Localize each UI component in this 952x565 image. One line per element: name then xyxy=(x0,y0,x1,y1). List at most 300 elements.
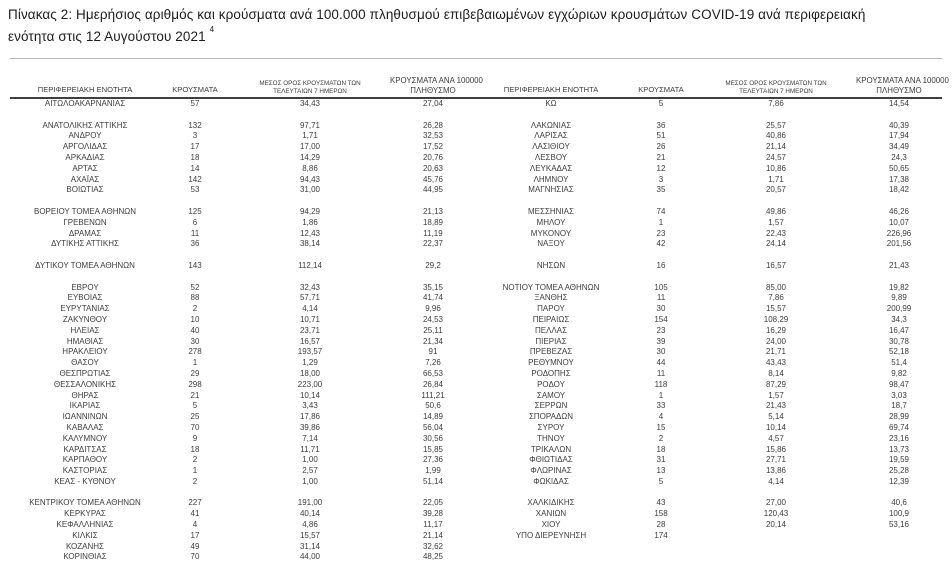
avg7-cell: 15,57 xyxy=(765,304,787,314)
avg7-cell: 1,86 xyxy=(302,217,318,227)
cases-cell: 11 xyxy=(656,293,666,303)
avg7-cell: 14,29 xyxy=(299,152,321,162)
avg7-cell: 15,57 xyxy=(299,530,321,540)
per100k-cell: 21,14 xyxy=(422,530,444,540)
table-row xyxy=(10,229,942,240)
per100k-cell: 98,47 xyxy=(888,379,910,389)
per100k-cell: 32,53 xyxy=(422,131,444,141)
per100k-cell: 14,89 xyxy=(422,412,444,422)
avg7-cell: 7,86 xyxy=(768,293,784,303)
per100k-cell: 14,54 xyxy=(888,99,910,108)
header-avg7-right xyxy=(696,59,856,99)
avg7-cell: 7,86 xyxy=(768,99,784,108)
cases-cell: 30 xyxy=(656,347,666,357)
per100k-cell: 44,95 xyxy=(422,185,444,195)
avg7-cell: 4,57 xyxy=(768,433,784,443)
header-avg7-left xyxy=(230,59,390,99)
table-row xyxy=(10,531,942,542)
cases-cell: 70 xyxy=(190,422,200,432)
cases-cell: 49 xyxy=(190,541,200,551)
region-cell: ΑΡΓΟΛΙΔΑΣ xyxy=(62,142,108,152)
region-cell: ΚΟΖΑΝΗΣ xyxy=(65,541,105,551)
per100k-cell: 1,99 xyxy=(425,466,441,476)
table-row xyxy=(10,358,942,369)
region-cell: ΦΩΚΙΔΑΣ xyxy=(533,476,569,486)
per100k-cell: 226,96 xyxy=(886,228,912,238)
per100k-cell: 200,99 xyxy=(886,304,912,314)
table-row xyxy=(10,261,942,272)
region-cell: ΛΗΜΝΟΥ xyxy=(533,174,569,184)
avg7-cell: 20,57 xyxy=(765,185,787,195)
region-cell: ΜΕΣΣΗΝΙΑΣ xyxy=(528,206,574,216)
region-cell: ΦΛΩΡΙΝΑΣ xyxy=(530,466,572,476)
cases-cell: 51 xyxy=(656,131,666,141)
per100k-cell xyxy=(856,531,942,542)
per100k-cell: 18,7 xyxy=(891,401,907,411)
cases-cell: 154 xyxy=(654,314,668,324)
cases-cell: 28 xyxy=(656,520,666,530)
avg7-cell: 32,43 xyxy=(299,282,321,292)
cases-cell: 12 xyxy=(656,163,666,173)
region-cell: ΑΝΑΤΟΛΙΚΗΣ ΑΤΤΙΚΗΣ xyxy=(42,120,128,130)
cases-cell: 5 xyxy=(658,99,664,108)
region-cell: ΔΥΤΙΚΟΥ ΤΟΜΕΑ ΑΘΗΝΩΝ xyxy=(35,260,135,270)
cases-cell: 11 xyxy=(190,228,200,238)
avg7-cell: 1,29 xyxy=(302,358,318,368)
avg7-cell: 10,86 xyxy=(765,163,787,173)
region-cell: ΧΙΟΥ xyxy=(541,520,561,530)
cases-cell: 10 xyxy=(190,314,200,324)
cases-cell: 43 xyxy=(656,498,666,508)
cases-cell: 5 xyxy=(192,401,198,411)
avg7-cell: 27,00 xyxy=(765,498,787,508)
avg7-cell: 21,43 xyxy=(765,401,787,411)
avg7-cell: 44,00 xyxy=(299,552,321,562)
covid-cases-table xyxy=(10,58,949,563)
cases-cell: 88 xyxy=(190,293,200,303)
cases-cell: 53 xyxy=(190,185,200,195)
table-row xyxy=(10,445,942,456)
per100k-cell: 21,34 xyxy=(422,336,444,346)
per100k-cell: 21,13 xyxy=(422,206,444,216)
cases-cell: 15 xyxy=(656,422,666,432)
header-region-right: ΠΕΡΙΦΕΡΕΙΑΚΗ ΕΝΟΤΗΤΑ xyxy=(476,59,626,99)
per100k-cell: 18,42 xyxy=(888,185,910,195)
cases-cell: 21 xyxy=(656,152,666,162)
cases-cell: 2 xyxy=(192,304,198,314)
cases-cell: 105 xyxy=(654,282,668,292)
table-row xyxy=(10,293,942,304)
table-row xyxy=(10,131,942,142)
table-row xyxy=(10,98,942,110)
cases-cell: 3 xyxy=(658,174,664,184)
cases-cell: 143 xyxy=(188,260,202,270)
per100k-cell: 10,07 xyxy=(888,217,910,227)
table-caption xyxy=(8,4,946,48)
region-cell: ΕΥΒΟΙΑΣ xyxy=(67,293,103,303)
header-cases-left: ΚΡΟΥΣΜΑΤΑ xyxy=(160,59,230,99)
region-cell: ΣΕΡΡΩΝ xyxy=(534,401,568,411)
avg7-cell: 8,86 xyxy=(302,163,318,173)
per100k-cell: 51,4 xyxy=(891,358,907,368)
region-cell: ΑΡΚΑΔΙΑΣ xyxy=(65,152,105,162)
avg7-cell: 15,86 xyxy=(765,444,787,454)
cases-cell: 142 xyxy=(188,174,202,184)
table-row xyxy=(10,337,942,348)
cases-cell: 6 xyxy=(192,217,198,227)
cases-cell: 29 xyxy=(190,368,200,378)
per100k-cell: 69,74 xyxy=(888,422,910,432)
avg7-cell: 4,86 xyxy=(302,520,318,530)
avg7-cell: 39,86 xyxy=(299,422,321,432)
region-cell: ΙΩΑΝΝΙΝΩΝ xyxy=(62,412,108,422)
per100k-cell: 50,6 xyxy=(425,401,441,411)
per100k-cell: 48,25 xyxy=(422,552,444,562)
cases-cell: 4 xyxy=(658,412,664,422)
avg7-cell: 21,71 xyxy=(765,347,787,357)
cases-cell: 13 xyxy=(656,466,666,476)
table-row xyxy=(10,434,942,445)
spacer-row xyxy=(10,250,942,261)
cases-cell xyxy=(626,552,696,563)
table-row xyxy=(10,520,942,531)
region-cell: ΚΕΡΚΥΡΑΣ xyxy=(64,509,106,519)
cases-cell: 2 xyxy=(658,433,664,443)
avg7-cell: 191,00 xyxy=(297,498,323,508)
per100k-cell: 53,16 xyxy=(888,520,910,530)
region-cell: ΥΠΟ ΔΙΕΡΕΥΝΗΣΗ xyxy=(515,530,587,540)
per100k-cell: 28,99 xyxy=(888,412,910,422)
header-avg7-right-line2: ΤΕΛΕΥΤΑΙΩΝ 7 ΗΜΕΡΩΝ xyxy=(739,87,813,95)
per100k-cell: 11,19 xyxy=(423,228,443,238)
region-cell: ΘΕΣΣΑΛΟΝΙΚΗΣ xyxy=(53,379,117,389)
per100k-cell: 27,36 xyxy=(422,455,444,465)
region-cell: ΚΑΡΠΑΘΟΥ xyxy=(62,455,108,465)
cases-cell: 26 xyxy=(656,142,666,152)
per100k-cell: 34,3 xyxy=(891,314,907,324)
cases-cell: 2 xyxy=(192,455,198,465)
cases-cell: 1 xyxy=(658,217,664,227)
region-cell: ΙΚΑΡΙΑΣ xyxy=(69,401,101,411)
avg7-cell: 40,86 xyxy=(765,131,787,141)
table-row xyxy=(10,455,942,466)
cases-cell: 42 xyxy=(656,239,666,249)
cases-cell: 118 xyxy=(654,379,668,389)
region-cell: ΜΗΛΟΥ xyxy=(536,217,566,227)
avg7-cell: 31,00 xyxy=(299,185,321,195)
avg7-cell: 18,00 xyxy=(299,368,321,378)
cases-cell: 16 xyxy=(656,260,666,270)
avg7-cell: 94,29 xyxy=(299,206,321,216)
region-cell: ΘΕΣΠΡΩΤΙΑΣ xyxy=(59,368,111,378)
per100k-cell: 30,56 xyxy=(422,433,444,443)
avg7-cell: 17,86 xyxy=(299,412,321,422)
cases-cell: 17 xyxy=(190,530,200,540)
header-avg7-left-line2: ΤΕΛΕΥΤΑΙΩΝ 7 ΗΜΕΡΩΝ xyxy=(273,87,347,95)
region-cell: ΣΠΟΡΑΔΩΝ xyxy=(528,412,574,422)
cases-cell: 41 xyxy=(190,509,200,519)
avg7-cell: 21,14 xyxy=(765,142,787,152)
per100k-cell: 40,39 xyxy=(888,120,910,130)
region-cell: ΡΕΘΥΜΝΟΥ xyxy=(528,358,574,368)
per100k-cell xyxy=(856,552,942,563)
cases-cell: 125 xyxy=(188,206,202,216)
region-cell: ΘΗΡΑΣ xyxy=(71,390,99,400)
per100k-cell: 91 xyxy=(428,347,438,357)
avg7-cell: 8,14 xyxy=(768,368,784,378)
per100k-cell: 15,85 xyxy=(422,444,444,454)
per100k-cell: 17,52 xyxy=(422,142,444,152)
avg7-cell: 10,14 xyxy=(299,390,321,400)
per100k-cell: 111,21 xyxy=(421,390,445,400)
avg7-cell: 10,71 xyxy=(299,314,321,324)
avg7-cell: 12,43 xyxy=(299,228,321,238)
header-row xyxy=(10,59,942,99)
table-row xyxy=(10,498,942,509)
cases-cell: 57 xyxy=(190,99,200,108)
region-cell: ΛΕΣΒΟΥ xyxy=(534,152,568,162)
cases-cell: 3 xyxy=(192,131,198,141)
per100k-cell: 22,05 xyxy=(422,498,444,508)
avg7-cell: 49,86 xyxy=(765,206,787,216)
region-cell: ΜΥΚΟΝΟΥ xyxy=(530,228,572,238)
region-cell: ΧΑΛΚΙΔΙΚΗΣ xyxy=(527,498,575,508)
per100k-cell: 41,74 xyxy=(422,293,444,303)
avg7-cell: 112,14 xyxy=(298,260,322,270)
cases-cell: 278 xyxy=(188,347,202,357)
avg7-cell: 43,43 xyxy=(765,358,787,368)
per100k-cell: 45,76 xyxy=(422,174,444,184)
region-cell: ΠΡΕΒΕΖΑΣ xyxy=(529,347,573,357)
table-row xyxy=(10,326,942,337)
avg7-cell: 31,14 xyxy=(299,541,321,551)
table-row xyxy=(10,423,942,434)
cases-cell: 1 xyxy=(658,390,664,400)
cases-cell xyxy=(626,542,696,553)
per100k-cell: 19,82 xyxy=(888,282,910,292)
region-cell: ΜΑΓΝΗΣΙΑΣ xyxy=(528,185,574,195)
region-cell: ΗΡΑΚΛΕΙΟΥ xyxy=(62,347,108,357)
region-cell: ΠΙΕΡΙΑΣ xyxy=(535,336,567,346)
table-row xyxy=(10,175,942,186)
per100k-cell: 22,37 xyxy=(422,239,444,249)
avg7-cell: 1,71 xyxy=(302,131,318,141)
avg7-cell: 85,00 xyxy=(765,282,787,292)
avg7-cell: 1,57 xyxy=(768,390,784,400)
region-cell: ΒΟΡΕΙΟΥ ΤΟΜΕΑ ΑΘΗΝΩΝ xyxy=(33,206,137,216)
caption-line2: ενότητα στις 12 Αυγούστου 2021 xyxy=(8,29,206,44)
caption-line1: Πίνακας 2: Ημερήσιος αριθμός και κρούσματα ανά 100.000 πληθυσμού επιβεβαιωμένων εγχώριων κρουσμάτων COVID-19 ανά περιφερειακή xyxy=(8,7,866,22)
header-region-left: ΠΕΡΙΦΕΡΕΙΑΚΗ ΕΝΟΤΗΤΑ xyxy=(10,59,160,99)
table-row xyxy=(10,142,942,153)
table-row xyxy=(10,552,942,563)
header-per100k-left-line1: ΚΡΟΥΣΜΑΤΑ ΑΝΑ 100000 xyxy=(390,76,483,86)
avg7-cell: 97,71 xyxy=(299,120,321,130)
region-cell: ΚΕΑΣ - ΚΥΘΝΟΥ xyxy=(54,476,116,486)
table-row xyxy=(10,466,942,477)
region-cell: ΛΑΚΩΝΙΑΣ xyxy=(530,120,572,130)
per100k-cell: 12,39 xyxy=(888,476,910,486)
spacer-row xyxy=(10,110,942,121)
per100k-cell: 201,56 xyxy=(886,239,912,249)
region-cell: ΠΕΛΛΑΣ xyxy=(534,325,568,335)
per100k-cell: 66,53 xyxy=(422,368,444,378)
avg7-cell: 25,57 xyxy=(765,120,787,130)
cases-cell: 5 xyxy=(658,476,664,486)
avg7-cell: 16,29 xyxy=(765,325,787,335)
region-cell: ΞΑΝΘΗΣ xyxy=(534,293,568,303)
table-row xyxy=(10,218,942,229)
region-cell: ΡΟΔΟΠΗΣ xyxy=(531,368,571,378)
cases-cell: 74 xyxy=(656,206,666,216)
region-cell: ΝΗΣΩΝ xyxy=(536,260,566,270)
region-cell: ΣΥΡΟΥ xyxy=(537,422,565,432)
avg7-cell: 1,57 xyxy=(768,217,784,227)
cases-cell: 70 xyxy=(190,552,200,562)
spacer-cell xyxy=(10,110,942,121)
region-cell: ΠΕΙΡΑΙΩΣ xyxy=(532,314,570,324)
cases-cell: 39 xyxy=(656,336,666,346)
per100k-cell: 46,26 xyxy=(888,206,910,216)
avg7-cell: 24,00 xyxy=(765,336,787,346)
region-cell: ΣΑΜΟΥ xyxy=(536,390,566,400)
region-cell: ΗΛΕΙΑΣ xyxy=(70,325,100,335)
table-row xyxy=(10,401,942,412)
avg7-cell: 108,29 xyxy=(763,314,789,324)
region-cell: ΝΟΤΙΟΥ ΤΟΜΕΑ ΑΘΗΝΩΝ xyxy=(502,282,600,292)
per100k-cell: 32,62 xyxy=(422,541,444,551)
header-avg7-right-line1: ΜΕΣΟΣ ΟΡΟΣ ΚΡΟΥΣΜΑΤΩΝ ΤΩΝ xyxy=(725,80,827,88)
per100k-cell: 26,28 xyxy=(422,120,444,130)
region-cell: ΚΩ xyxy=(545,99,557,108)
spacer-cell xyxy=(10,488,942,499)
header-per100k-right xyxy=(856,59,949,99)
region-cell: ΚΟΡΙΝΘΙΑΣ xyxy=(63,552,107,562)
cases-cell: 18 xyxy=(190,444,200,454)
region-cell: ΑΡΤΑΣ xyxy=(72,163,98,173)
per100k-cell: 100,9 xyxy=(888,509,910,519)
region-cell: ΛΕΥΚΑΔΑΣ xyxy=(529,163,573,173)
region-cell: ΗΜΑΘΙΑΣ xyxy=(66,336,104,346)
cases-cell: 18 xyxy=(656,444,666,454)
per100k-cell: 50,65 xyxy=(888,163,910,173)
region-cell: ΚΑΒΑΛΑΣ xyxy=(66,422,104,432)
per100k-cell: 52,18 xyxy=(888,347,910,357)
per100k-cell: 30,78 xyxy=(888,336,910,346)
table-row xyxy=(10,380,942,391)
region-cell: ΖΑΚΥΝΘΟΥ xyxy=(62,314,108,324)
per100k-cell: 24,53 xyxy=(422,314,444,324)
per100k-cell: 20,76 xyxy=(422,152,444,162)
per100k-cell: 3,03 xyxy=(891,390,907,400)
cases-cell: 132 xyxy=(188,120,202,130)
per100k-cell: 9,89 xyxy=(891,293,907,303)
avg7-cell: 11,71 xyxy=(300,444,320,454)
region-cell: ΕΥΡΥΤΑΝΙΑΣ xyxy=(60,304,110,314)
table-row xyxy=(10,239,942,250)
region-cell: ΛΑΡΙΣΑΣ xyxy=(534,131,568,141)
table-row xyxy=(10,509,942,520)
cases-cell: 18 xyxy=(190,152,200,162)
per100k-cell: 18,89 xyxy=(422,217,444,227)
avg7-cell: 24,57 xyxy=(765,152,787,162)
table-row xyxy=(10,207,942,218)
per100k-cell: 16,47 xyxy=(888,325,910,335)
per100k-cell: 17,38 xyxy=(888,174,910,184)
avg7-cell: 24,14 xyxy=(765,239,787,249)
avg7-cell: 17,00 xyxy=(299,142,321,152)
avg7-cell: 40,14 xyxy=(299,509,321,519)
region-cell: ΚΑΣΤΟΡΙΑΣ xyxy=(62,466,108,476)
cases-cell: 33 xyxy=(656,401,666,411)
cases-cell: 36 xyxy=(190,239,200,249)
avg7-cell: 22,43 xyxy=(765,228,787,238)
per100k-cell: 13,73 xyxy=(888,444,910,454)
region-cell: ΔΥΤΙΚΗΣ ΑΤΤΙΚΗΣ xyxy=(51,239,119,249)
spacer-cell xyxy=(10,250,942,261)
cases-cell: 25 xyxy=(190,412,200,422)
cases-cell: 23 xyxy=(656,325,666,335)
cases-cell: 2 xyxy=(192,476,198,486)
header-cases-right: ΚΡΟΥΣΜΑΤΑ xyxy=(626,59,696,99)
avg7-cell: 23,71 xyxy=(299,325,321,335)
cases-cell: 9 xyxy=(192,433,198,443)
region-cell: ΒΟΙΩΤΙΑΣ xyxy=(66,185,104,195)
region-cell: ΓΡΕΒΕΝΩΝ xyxy=(63,217,107,227)
table-row xyxy=(10,347,942,358)
cases-cell: 35 xyxy=(656,185,666,195)
avg7-cell: 7,14 xyxy=(302,433,318,443)
avg7-cell: 20,14 xyxy=(765,520,787,530)
cases-cell: 17 xyxy=(190,142,200,152)
region-cell: ΔΡΑΜΑΣ xyxy=(68,228,102,238)
cases-cell: 11 xyxy=(656,368,666,378)
cases-cell: 1 xyxy=(192,358,198,368)
table-row xyxy=(10,315,942,326)
table-row xyxy=(10,391,942,402)
cases-cell: 1 xyxy=(192,466,198,476)
cases-cell: 21 xyxy=(190,390,200,400)
avg7-cell: 10,14 xyxy=(765,422,787,432)
avg7-cell: 94,43 xyxy=(299,174,321,184)
footnote-ref: 4 xyxy=(209,25,215,34)
cases-cell: 40 xyxy=(190,325,200,335)
avg7-cell: 16,57 xyxy=(299,336,321,346)
cases-cell: 227 xyxy=(188,498,202,508)
avg7-cell: 16,57 xyxy=(765,260,787,270)
per100k-cell: 21,43 xyxy=(888,260,910,270)
region-cell: ΤΡΙΚΑΛΩΝ xyxy=(530,444,572,454)
per100k-cell: 24,3 xyxy=(891,152,907,162)
avg7-cell: 13,86 xyxy=(765,466,787,476)
avg7-cell xyxy=(696,542,856,553)
region-cell xyxy=(476,552,626,563)
region-cell: ΡΟΔΟΥ xyxy=(537,379,565,389)
cases-cell: 158 xyxy=(654,509,668,519)
region-cell: ΝΑΞΟΥ xyxy=(537,239,565,249)
table-row xyxy=(10,121,942,132)
table-body xyxy=(10,98,942,563)
region-cell: ΑΧΑΪΑΣ xyxy=(70,174,100,184)
per100k-cell: 25,11 xyxy=(423,325,443,335)
region-cell xyxy=(476,542,626,553)
spacer-cell xyxy=(10,272,942,283)
region-cell: ΤΗΝΟΥ xyxy=(537,433,565,443)
avg7-cell: 5,14 xyxy=(768,412,784,422)
per100k-cell: 56,04 xyxy=(422,422,444,432)
per100k-cell: 51,14 xyxy=(422,476,444,486)
avg7-cell: 120,43 xyxy=(763,509,789,519)
